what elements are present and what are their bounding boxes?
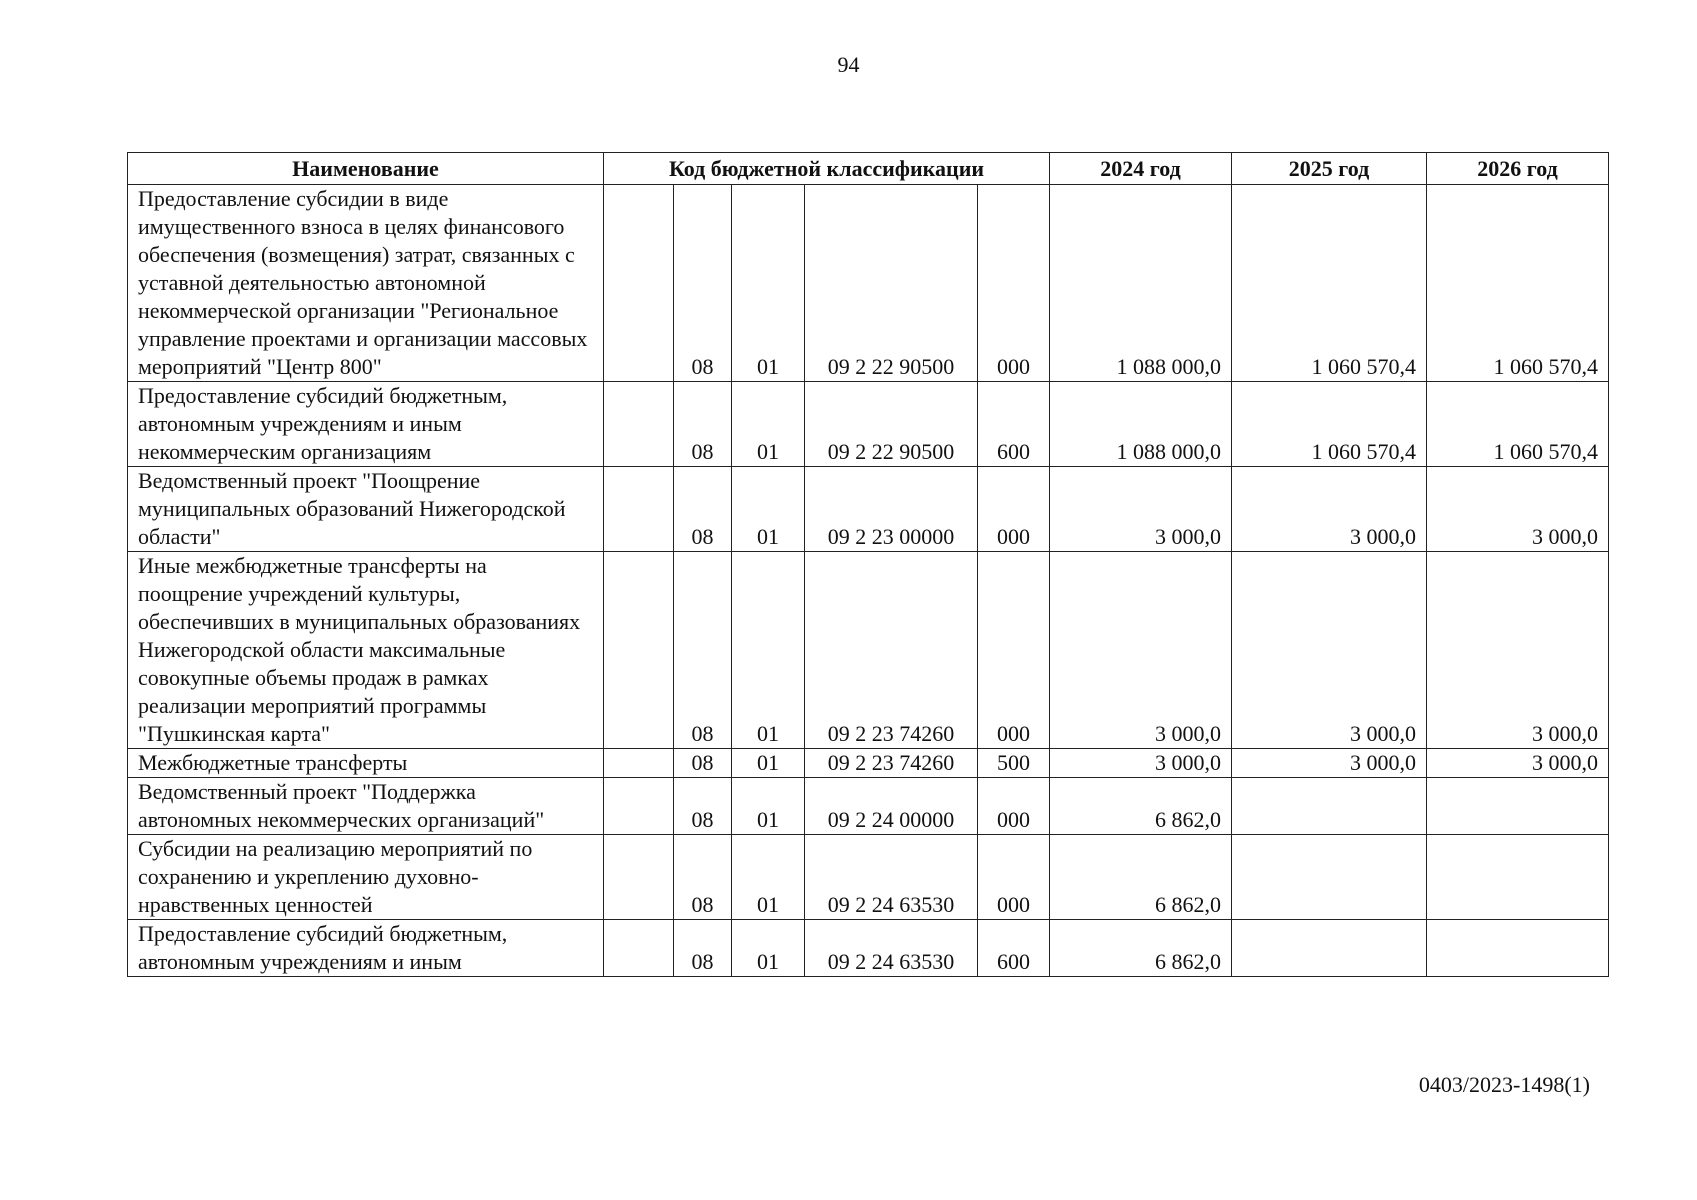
value-2026 (1427, 920, 1609, 977)
code-3: 01 (732, 552, 805, 749)
code-4: 09 2 23 74260 (805, 552, 978, 749)
value-2025: 3 000,0 (1232, 467, 1427, 552)
code-1 (604, 552, 674, 749)
value-2025: 3 000,0 (1232, 552, 1427, 749)
value-2025: 3 000,0 (1232, 749, 1427, 778)
table-row (128, 552, 1609, 749)
value-2025 (1232, 920, 1427, 977)
value-2025 (1232, 835, 1427, 920)
value-2024: 1 088 000,0 (1050, 185, 1232, 382)
code-4: 09 2 24 00000 (805, 778, 978, 835)
code-5: 000 (978, 552, 1050, 749)
code-1 (604, 185, 674, 382)
row-name: Предоставление субсидий бюджетным, автономным учреждениям и иным некоммерческим организациям (128, 382, 604, 467)
code-2: 08 (674, 920, 732, 977)
value-2025: 1 060 570,4 (1232, 382, 1427, 467)
value-2024: 6 862,0 (1050, 835, 1232, 920)
code-5: 600 (978, 382, 1050, 467)
value-2026 (1427, 835, 1609, 920)
value-2026: 3 000,0 (1427, 552, 1609, 749)
code-5: 000 (978, 467, 1050, 552)
code-1 (604, 920, 674, 977)
value-2026: 3 000,0 (1427, 467, 1609, 552)
code-2: 08 (674, 778, 732, 835)
code-5: 000 (978, 835, 1050, 920)
code-1 (604, 382, 674, 467)
code-4: 09 2 23 00000 (805, 467, 978, 552)
code-1 (604, 749, 674, 778)
value-2026: 3 000,0 (1427, 749, 1609, 778)
code-5: 500 (978, 749, 1050, 778)
table-row (128, 778, 1609, 835)
row-name: Предоставление субсидии в виде имущественного взноса в целях финансового обеспечения (возмещения) затрат, связанных с уставной деятельностью автономной некоммерческой организации "Региональное управление проектами и организации массовых мероприятий "Центр 800" (128, 185, 604, 382)
code-1 (604, 835, 674, 920)
row-name: Предоставление субсидий бюджетным, автономным учреждениям и иным (128, 920, 604, 977)
code-5: 600 (978, 920, 1050, 977)
row-name: Иные межбюджетные трансферты на поощрение учреждений культуры, обеспечивших в муниципальных образованиях Нижегородской области максимальные совокупные объемы продаж в рамках реализации мероприятий программы "Пушкинская карта" (128, 552, 604, 749)
table-header-row (128, 153, 1609, 185)
code-3: 01 (732, 778, 805, 835)
code-2: 08 (674, 835, 732, 920)
code-1 (604, 467, 674, 552)
budget-table (127, 152, 1609, 977)
code-2: 08 (674, 467, 732, 552)
row-name: Ведомственный проект "Поддержка автономных некоммерческих организаций" (128, 778, 604, 835)
code-5: 000 (978, 778, 1050, 835)
document-code: 0403/2023-1498(1) (1418, 1072, 1590, 1097)
code-2: 08 (674, 382, 732, 467)
value-2025: 1 060 570,4 (1232, 185, 1427, 382)
table-row (128, 835, 1609, 920)
value-2024: 3 000,0 (1050, 467, 1232, 552)
value-2026: 1 060 570,4 (1427, 382, 1609, 467)
row-name: Межбюджетные трансферты (128, 749, 604, 778)
row-name: Ведомственный проект "Поощрение муниципальных образований Нижегородской области" (128, 467, 604, 552)
code-2: 08 (674, 185, 732, 382)
value-2024: 6 862,0 (1050, 920, 1232, 977)
code-3: 01 (732, 749, 805, 778)
code-3: 01 (732, 835, 805, 920)
code-3: 01 (732, 185, 805, 382)
code-3: 01 (732, 382, 805, 467)
code-3: 01 (732, 467, 805, 552)
code-2: 08 (674, 552, 732, 749)
header-code: Код бюджетной классификации (604, 153, 1050, 185)
value-2026: 1 060 570,4 (1427, 185, 1609, 382)
table-row (128, 467, 1609, 552)
table-row (128, 185, 1609, 382)
row-name: Субсидии на реализацию мероприятий по сохранению и укреплению духовно-нравственных ценностей (128, 835, 604, 920)
code-4: 09 2 23 74260 (805, 749, 978, 778)
code-3: 01 (732, 920, 805, 977)
code-5: 000 (978, 185, 1050, 382)
value-2024: 6 862,0 (1050, 778, 1232, 835)
header-2024: 2024 год (1050, 153, 1232, 185)
code-4: 09 2 22 90500 (805, 382, 978, 467)
code-4: 09 2 24 63530 (805, 920, 978, 977)
code-1 (604, 778, 674, 835)
table-row (128, 920, 1609, 977)
code-4: 09 2 24 63530 (805, 835, 978, 920)
table-row (128, 382, 1609, 467)
header-2026: 2026 год (1427, 153, 1609, 185)
value-2024: 1 088 000,0 (1050, 382, 1232, 467)
table-row (128, 749, 1609, 778)
code-2: 08 (674, 749, 732, 778)
value-2024: 3 000,0 (1050, 552, 1232, 749)
header-2025: 2025 год (1232, 153, 1427, 185)
code-4: 09 2 22 90500 (805, 185, 978, 382)
value-2024: 3 000,0 (1050, 749, 1232, 778)
page-number: 94 (837, 52, 860, 77)
value-2025 (1232, 778, 1427, 835)
value-2026 (1427, 778, 1609, 835)
header-name: Наименование (128, 153, 604, 185)
